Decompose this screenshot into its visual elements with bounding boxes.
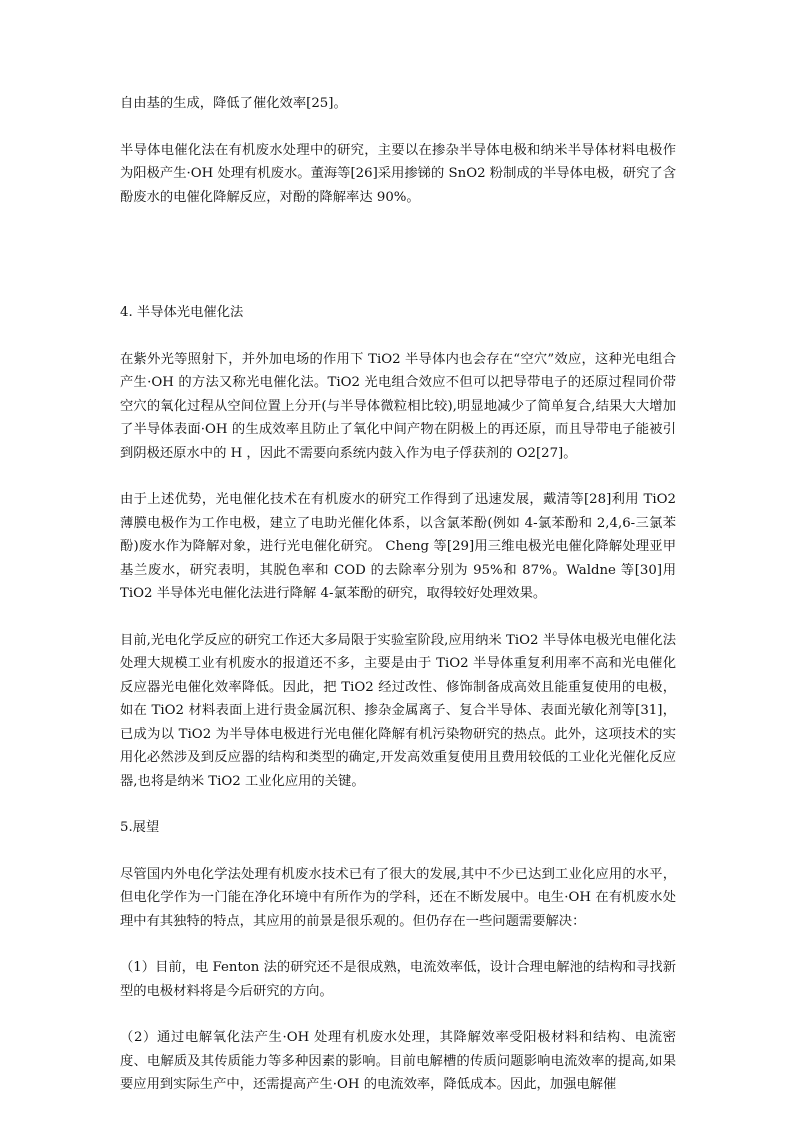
paragraph-photoelectrocatalysis-research: 由于上述优势，光电催化技术在有机废水的研究工作得到了迅速发展，戴清等[28]利用 TiO2 薄膜电极作为工作电极，建立了电助光催化体系，以含氯苯酚(例如 4-氯苯酚和 2,4,6-三氯苯酚)废水作为降解对象，进行光电催化研究。 Cheng 等[29]用三维电极光电催化降解处理亚甲基兰废水，研究表明，其脱色率和 COD 的去除率分别为 95%和 87%。Waldne 等[30]用 TiO2 半导体光电催化法进行降解 4-氯苯酚的研究，取得较好处理效果。 xyxy=(120,492,676,601)
paragraph-radical-generation: 自由基的生成，降低了催化效率[25]。 xyxy=(120,96,347,111)
document-page xyxy=(120,92,676,1120)
paragraph-semiconductor-electrocatalysis: 半导体电催化法在有机废水处理中的研究，主要以在掺杂半导体电极和纳米半导体材料电极作为阳极产生·OH 处理有机废水。董海等[26]采用掺锑的 SnO2 粉制成的半导体电极，研究了含酚废水的电催化降解反应，对酚的降解率达 90%。 xyxy=(120,142,676,205)
section-heading-outlook: 5.展望 xyxy=(120,820,160,835)
paragraph-outlook-item-2: （2）通过电解氧化法产生·OH 处理有机废水处理，其降解效率受阳极材料和结构、电流密度、电解质及其传质能力等多种因素的影响。目前电解槽的传质问题影响电流效率的提高,如果要应用到实际生产中，还需提高产生·OH 的电流效率，降低成本。因此，加强电解催 xyxy=(120,1030,676,1092)
paragraph-current-status: 目前,光电化学反应的研究工作还大多局限于实验室阶段,应用纳米 TiO2 半导体电极光电催化法处理大规模工业有机废水的报道还不多，主要是由于 TiO2 半导体重复利用率不高和光电催化反应器光电催化效率降低。因此，把 TiO2 经过改性、修饰制备成高效且能重复使用的电极，如在 TiO2 材料表面上进行贵金属沉积、掺杂金属离子、复合半导体、表面光敏化剂等[31]，已成为以 TiO2 为半导体电极进行光电催化降解有机污染物研究的热点。此外，这项技术的实用化必然涉及到反应器的结构和类型的确定,开发高效重复使用且费用较低的工业化光催化反应器,也将是纳米 TiO2 工业化应用的关键。 xyxy=(120,632,676,789)
paragraph-outlook-intro: 尽管国内外电化学法处理有机废水技术已有了很大的发展,其中不少已达到工业化应用的水平，但电化学作为一门能在净化环境中有所作为的学科，还在不断发展中。电生·OH 在有机废水处理中有其独特的特点，其应用的前景是很乐观的。但仍存在一些问题需要解决： xyxy=(120,866,676,929)
section-heading-photoelectrocatalysis: 4. 半导体光电催化法 xyxy=(120,305,244,320)
paragraph-uv-hole-effect: 在紫外光等照射下，并外加电场的作用下 TiO2 半导体内也会存在“空穴”效应，这种光电组合产生·OH 的方法又称光电催化法。TiO2 光电组合效应不但可以把导带电子的还原过程同价带空穴的氧化过程从空间位置上分开(与半导体微粒相比较),明显地减少了简单复合,结果大大增加了半导体表面·OH 的生成效率且防止了氧化中间产物在阴极上的再还原，而且导带电子能被引到阴极还原水中的 H ，因此不需要向系统内鼓入作为电子俘获剂的 O2[27]。 xyxy=(120,351,676,461)
paragraph-outlook-item-1: （1）目前，电 Fenton 法的研究还不是很成熟，电流效率低，设计合理电解池的结构和寻找新型的电极材料将是今后研究的方向。 xyxy=(120,960,676,999)
